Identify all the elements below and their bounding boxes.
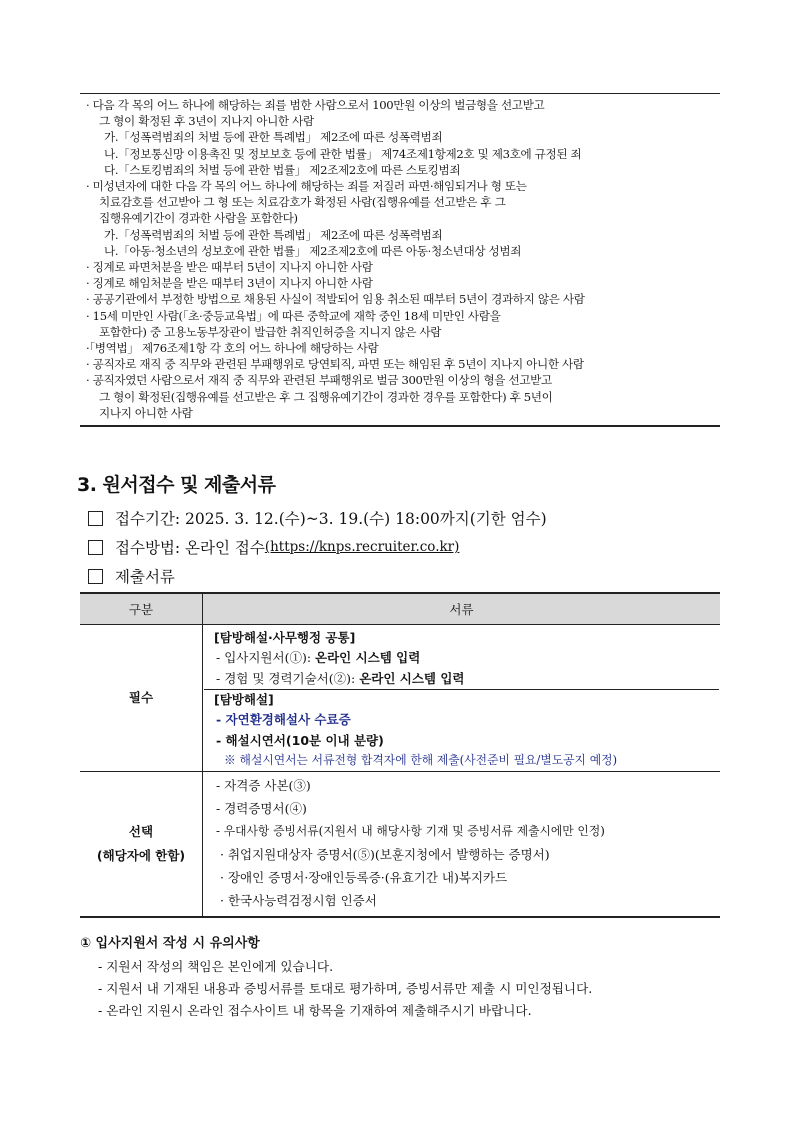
documents-text: 제출서류 <box>115 568 175 586</box>
table-item: - 자연환경해설사 수료증 <box>216 712 351 727</box>
table-header-row <box>80 593 720 625</box>
disqualification-line: ·「병역법」 제76조제1항 각 호의 어느 하나에 해당하는 사람 <box>86 341 379 356</box>
disqualification-line: 가.「성폭력범죄의 처벌 등에 관한 특례법」 제2조에 따른 성폭력범죄 <box>104 227 443 242</box>
application-site-link[interactable]: (https://knps.recruiter.co.kr) <box>264 539 460 555</box>
documents-table <box>80 592 720 918</box>
note-item: - 지원서 내 기재된 내용과 증빙서류를 토대로 평가하며, 증빙서류만 제출 시 미인정됩니다. <box>98 981 593 996</box>
header-documents: 서류 <box>203 593 721 625</box>
checkbox-square-icon <box>88 511 103 526</box>
table-row-required <box>80 625 720 772</box>
table-row-optional <box>80 772 720 918</box>
note-item: - 온라인 지원시 온라인 접수사이트 내 항목을 기재하여 제출해주시기 바랍니다. <box>98 1003 532 1018</box>
disqualification-line: · 공직자로 재직 중 직무와 관련된 부패행위로 당연퇴직, 파면 또는 해임된 후 5년이 지나지 아니한 사람 <box>86 357 584 372</box>
disqualification-line: · 공공기관에서 부정한 방법으로 채용된 사실이 적발되어 임용 취소된 때부터 5년이 경과하지 않은 사람 <box>86 292 585 307</box>
optional-label: 선택 <box>128 824 154 839</box>
disqualification-line: 집행유예기간이 경과한 사람을 포함한다) <box>99 211 298 226</box>
table-item: - 입사지원서(①): 온라인 시스템 입력 <box>216 650 421 665</box>
disqualification-line: · 15세 미만인 사람(「초·중등교육법」에 따른 중학교에 재학 중인 18세 미만인 사람을 <box>86 308 501 323</box>
table-item: - 해설시연서(10분 이내 분량) <box>216 732 384 748</box>
notes-title: ① 입사지원서 작성 시 유의사항 <box>80 936 260 951</box>
category-required <box>80 625 203 772</box>
disqualification-line: 포함한다) 중 고용노동부장관이 발급한 취직인허증을 지니지 않은 사람 <box>99 324 442 339</box>
group-interpretation-title: [탐방해설] <box>214 692 274 707</box>
required-label: 필수 <box>128 690 154 705</box>
note-item: - 지원서 작성의 책임은 본인에게 있습니다. <box>98 959 334 974</box>
table-item: · 장애인 증명서·장애인등록증·(유효기간 내)복지카드 <box>220 870 508 885</box>
disqualification-line: · 미성년자에 대한 다음 각 목의 어느 하나에 해당하는 죄를 저질러 파면·해임되거나 형 또는 <box>86 179 527 194</box>
table-item: · 한국사능력검정시험 인증서 <box>220 893 377 908</box>
optional-documents <box>203 772 721 918</box>
disqualification-line: · 공직자였던 사람으로서 재직 중 직무와 관련된 부패행위로 벌금 300만원 이상의 형을 선고받고 <box>86 373 552 388</box>
notes-list <box>98 956 592 1022</box>
disqualification-line: 나.「아동·청소년의 성보호에 관한 법률」 제2조제2호에 따른 아동·청소년대상 성범죄 <box>104 243 522 258</box>
documents-item <box>88 565 175 587</box>
disqualification-line: 다.「스토킹범죄의 처벌 등에 관한 법률」 제2조제2호에 따른 스토킹범죄 <box>104 162 461 177</box>
group-common-title: [탐방해설·사무행정 공통] <box>214 630 356 645</box>
section-title: 3. 원서접수 및 제출서류 <box>77 474 276 496</box>
disqualification-line: 그 형이 확정된(집행유예를 선고받은 후 그 집행유예기간이 경과한 경우를 포함한다) 후 5년이 <box>99 389 553 404</box>
checkbox-square-icon <box>88 569 103 584</box>
disqualification-line: 지나지 아니한 사람 <box>99 405 193 420</box>
checkbox-square-icon <box>88 540 103 555</box>
table-note: ※ 해설시연서는 서류전형 합격자에 한해 제출(사전준비 필요/별도공지 예정) <box>224 753 618 767</box>
table-item: - 경력증명서(④) <box>216 801 307 816</box>
disqualification-line: · 징계로 해임처분을 받은 때부터 3년이 지나지 아니한 사람 <box>86 276 373 291</box>
category-optional <box>80 772 203 918</box>
period-text: 접수기간: 2025. 3. 12.(수)~3. 19.(수) 18:00까지(기한 엄수) <box>115 510 547 528</box>
period-item <box>88 507 547 529</box>
method-text: 접수방법: 온라인 접수 <box>115 539 265 557</box>
disqualification-list <box>80 93 720 427</box>
disqualification-line: 그 형이 확정된 후 3년이 지나지 아니한 사람 <box>99 114 314 129</box>
disqualification-line: · 다음 각 목의 어느 하나에 해당하는 죄를 범한 사람으로서 100만원 이상의 벌금형을 선고받고 <box>86 98 545 112</box>
optional-sublabel: (해당자에 한함) <box>96 848 186 863</box>
disqualification-line: 가.「성폭력범죄의 처벌 등에 관한 특례법」 제2조에 따른 성폭력범죄 <box>104 130 443 145</box>
disqualification-line: · 징계로 파면처분을 받은 때부터 5년이 지나지 아니한 사람 <box>86 260 373 275</box>
table-item: - 자격증 사본(③) <box>216 778 311 793</box>
header-category: 구분 <box>80 593 203 625</box>
table-item: - 경험 및 경력기술서(②): 온라인 시스템 입력 <box>216 670 465 686</box>
disqualification-line: 나.「정보통신망 이용촉진 및 정보보호 등에 관한 법률」 제74조제1항제2호 및 제3호에 규정된 죄 <box>104 146 582 161</box>
method-item <box>88 536 459 558</box>
table-item: · 취업지원대상자 증명서(⑤)(보훈지청에서 발행하는 증명서) <box>220 847 550 862</box>
disqualification-line: 치료감호를 선고받아 그 형 또는 치료감호가 확정된 사람(집행유예를 선고받은 후 그 <box>99 195 506 210</box>
table-item: - 우대사항 증빙서류(지원서 내 해당사항 기재 및 증빙서류 제출시에만 인정) <box>216 824 605 838</box>
required-documents <box>203 625 721 772</box>
